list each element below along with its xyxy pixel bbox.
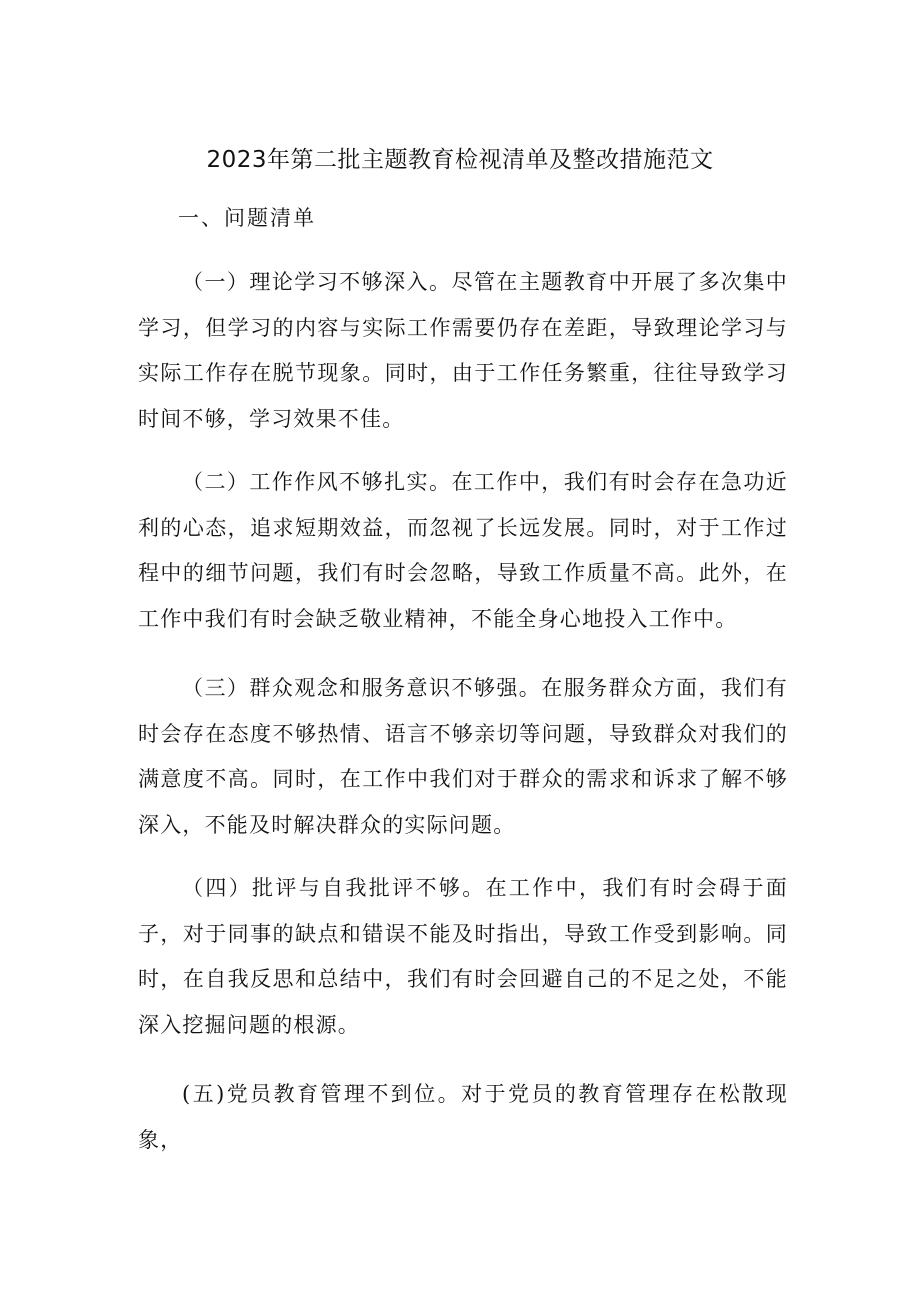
paragraph-2-body: 在工作中，我们有时会存在急功近利的心态，追求短期效益，而忽视了长远发展。同时，对于工作过程中的细节问题，我们有时会忽略，导致工作质量不高。此外，在工作中我们有时会缺乏敬业精神，不能全身心地投入工作中。 (138, 470, 789, 631)
paragraph-1-lead: （一）理论学习不够深入。 (182, 270, 452, 294)
paragraph-5 (138, 1072, 788, 1163)
paragraph-3-body: 在服务群众方面，我们有时会存在态度不够热情、语言不够亲切等问题，导致群众对我们的满意度不高。同时，在工作中我们对于群众的需求和诉求了解不够深入，不能及时解决群众的实际问题。 (138, 676, 789, 837)
paragraph-4-body: 在工作中，我们有时会碍于面子，对于同事的缺点和错误不能及时指出，导致工作受到影响。同时，在自我反思和总结中，我们有时会回避自己的不足之处，不能深入挖掘问题的根源。 (138, 876, 788, 1037)
paragraph-1-body: 尽管在主题教育中开展了多次集中学习，但学习的内容与实际工作需要仍存在差距，导致理论学习与实际工作存在脱节现象。同时，由于工作任务繁重，往往导致学习时间不够，学习效果不佳。 (138, 270, 789, 431)
paragraph-3 (138, 666, 788, 848)
paragraph-1 (138, 260, 788, 442)
paragraph-2-lead: （二）工作作风不够扎实。 (182, 470, 452, 494)
paragraph-4-lead: （四）批评与自我批评不够。 (182, 876, 486, 900)
paragraph-4 (138, 866, 788, 1048)
paragraph-2 (138, 460, 788, 642)
paragraph-5-lead: (五)党员教育管理不到位。 (182, 1082, 462, 1106)
document-title: 2023年第二批主题教育检视清单及整改措施范文 (206, 147, 714, 173)
section-heading: 一、问题清单 (178, 206, 316, 230)
paragraph-3-lead: （三）群众观念和服务意识不够强。 (182, 676, 542, 700)
paragraph-5-body: 对于党员的教育管理存在松散现象， (138, 1082, 788, 1152)
